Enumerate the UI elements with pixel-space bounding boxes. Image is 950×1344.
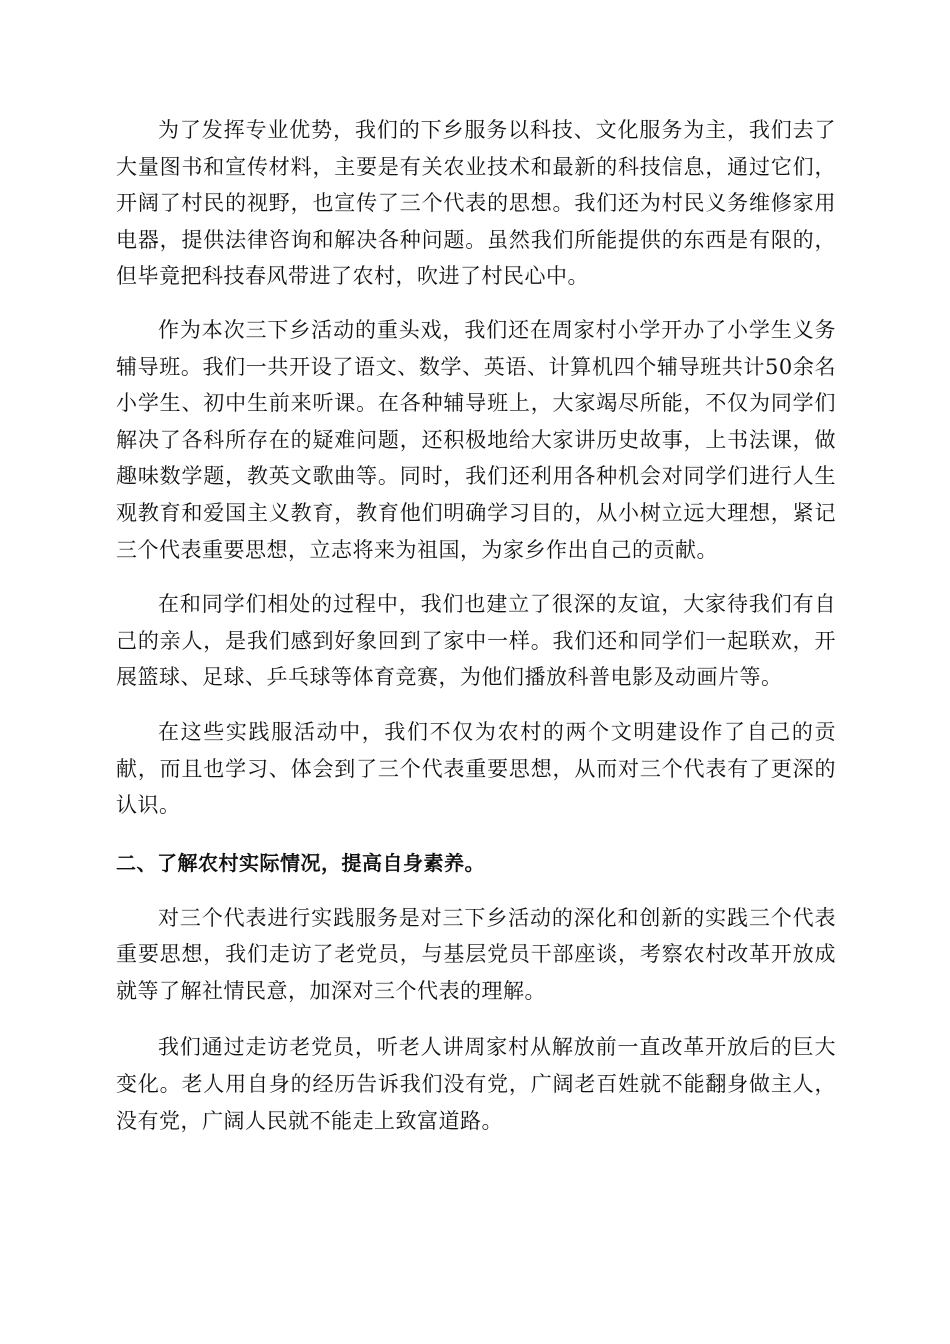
paragraph-tutoring-class: 作为本次三下乡活动的重头戏，我们还在周家村小学开办了小学生义务辅导班。我们一共开设了语文、数学、英语、计算机四个辅导班共计50余名小学生、初中生前来听课。在各种辅导班上，大家竭尽所能，不仅为同学们解决了各科所存在的疑难问题，还积极地给大家讲历史故事，上书法课，做趣味数学题，教英文歌曲等。同时，我们还利用各种机会对同学们进行人生观教育和爱国主义教育，教育他们明确学习目的，从小树立远大理想，紧记三个代表重要思想，立志将来为祖国，为家乡作出自己的贡献。 xyxy=(116,317,836,562)
document-page xyxy=(116,112,836,1158)
paragraph-visit-party-members: 对三个代表进行实践服务是对三下乡活动的深化和创新的实践三个代表重要思想，我们走访了老党员，与基层党员干部座谈，考察农村改革开放成就等了解社情民意，加深对三个代表的理解。 xyxy=(116,905,836,1003)
paragraph-practice-summary: 在这些实践服活动中，我们不仅为农村的两个文明建设作了自己的贡献，而且也学习、体会到了三个代表重要思想，从而对三个代表有了更深的认识。 xyxy=(116,719,836,818)
paragraph-tech-culture-service: 为了发挥专业优势，我们的下乡服务以科技、文化服务为主，我们去了大量图书和宣传材料，主要是有关农业技术和最新的科技信息，通过它们，开阔了村民的视野，也宣传了三个代表的思想。我们还为村民义务维修家用电器，提供法律咨询和解决各种问题。虽然我们所能提供的东西是有限的，但毕竟把科技春风带进了农村，吹进了村民心中。 xyxy=(116,118,836,289)
paragraph-village-changes: 我们通过走访老党员，听老人讲周家村从解放前一直改革开放后的巨大变化。老人用自身的经历告诉我们没有党，广阔老百姓就不能翻身做主人，没有党，广阔人民就不能走上致富道路。 xyxy=(116,1035,836,1133)
section-heading: 二、了解农村实际情况，提高自身素养。 xyxy=(116,850,485,875)
paragraph-friendship: 在和同学们相处的过程中，我们也建立了很深的友谊，大家待我们有自己的亲人，是我们感到好象回到了家中一样。我们还和同学们一起联欢，开展篮球、足球、乒乓球等体育竞赛，为他们播放科普电影及动画片等。 xyxy=(116,592,836,690)
